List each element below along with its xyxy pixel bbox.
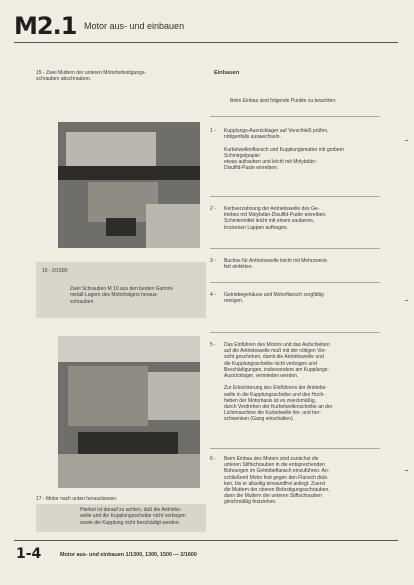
install-step bbox=[210, 456, 380, 506]
install-step bbox=[210, 258, 380, 270]
step-number: 3 - bbox=[210, 258, 216, 264]
step-17: 17 - Motor nach unten herauslassen. bbox=[36, 496, 118, 502]
margin-tick bbox=[405, 300, 408, 301]
step-15: 15 - Zwei Muttern der unteren Motorbefestigungs- schrauben abschrauben. bbox=[36, 70, 147, 83]
step-text: Das Einführen des Motors und das Aufschieben auf die Antriebswelle muß mit der nötigen Vor- sicht geschehen, damit die Antriebswelle und die Kupplungsscheibe nicht verbogen und Beschädigungen, insbesondere am Kupplungs- Ausrücklager, vermieden werden. Zur Erleichterung des Einführens der Antriebs- welle in die Kupplungsscheibe und des Hoch- heben der Motorbasis ist es zweckmäßig, durch Verdrehen der Kurbelwellenscheibe an der Lichtmaschine die Kurbelwelle hin- und her- schwenken (Gang einschalten). bbox=[224, 342, 333, 423]
separator bbox=[210, 282, 380, 283]
step-number: 6 - bbox=[210, 456, 216, 462]
note-text: Hierbei ist darauf zu achten, daß die Antriebs- welle und die Kupplungsscheibe nicht verbogen sowie die Kupplung nicht beschädigt werden. bbox=[80, 507, 186, 526]
install-intro: Beim Einbau sind folgende Punkte zu beachten: bbox=[230, 98, 337, 104]
separator bbox=[210, 248, 380, 249]
section-title: Motor aus- und einbauen bbox=[84, 21, 185, 31]
step-number: 2 - bbox=[210, 206, 216, 212]
separator bbox=[210, 448, 380, 449]
step-text: Buchse für Antriebswelle leicht mit Mehrzweck- fett einfetten. bbox=[224, 258, 329, 271]
margin-tick bbox=[405, 470, 408, 471]
footer-rule bbox=[14, 540, 398, 541]
step-number: 4 - bbox=[210, 292, 216, 298]
separator bbox=[210, 116, 380, 117]
footer-title: Motor aus- und einbauen 1/1300, 1300, 1500 — 2/1600 bbox=[60, 552, 197, 558]
install-step bbox=[210, 292, 380, 304]
install-step bbox=[210, 206, 380, 231]
header-rule bbox=[14, 42, 398, 43]
install-heading: Einbauen bbox=[214, 70, 240, 76]
separator bbox=[210, 196, 380, 197]
install-step bbox=[210, 342, 380, 423]
step-number: 5 - bbox=[210, 342, 216, 348]
install-step bbox=[210, 128, 380, 171]
separator bbox=[210, 332, 380, 333]
step-16-text: Zwei Schrauben M 10 aus den beiden Gummi- metall-Lagern des Motorträgers heraus- schrauben. bbox=[70, 286, 174, 305]
step-number: 1 - bbox=[210, 128, 216, 134]
section-number: M2.1 bbox=[14, 12, 77, 40]
step-16-label: 16 - 2/1600: bbox=[42, 268, 69, 274]
step-text: Kerbverzahnung der Antriebswelle des Ge- triebes mit Molybdän-Disulfid-Puder einreiben. Schmiermittel leicht mit einem sauberen, trockenen Lappen auftragen. bbox=[224, 206, 327, 231]
photo-engine-lowering bbox=[58, 336, 200, 488]
step-text: Getriebegehäuse und Motorflansch sorgfältig reinigen. bbox=[224, 292, 324, 305]
step-text: Kupplungs-Ausrücklager auf Verschleiß prüfen, nötigenfalls auswechseln. Kurbelwellenflansch und Kupplungsmutter mit grobem Schmirgelpapier etwas aufrauhen und leicht mit Molybdän- Disulfid-Paste einreiben. bbox=[224, 128, 344, 172]
step-text: Beim Einbau des Motors sind zunächst die unteren Stiftschrauben in die entsprechenden Bohrungen im Getriebeflansch einzuführen. An- schließend Motor fest gegen den Flansch drük- ken, bis er allseitig einwandfrei anliegt. Zuerst die Muttern der oberen Befestigungsschrauben, dann die Muttern der unteren Stiftschrauben gleichmäßig festziehen. bbox=[224, 456, 330, 506]
photo-engine-mounting-bolts bbox=[58, 122, 200, 248]
margin-tick bbox=[405, 140, 408, 141]
page-number: 1-4 bbox=[16, 546, 42, 562]
